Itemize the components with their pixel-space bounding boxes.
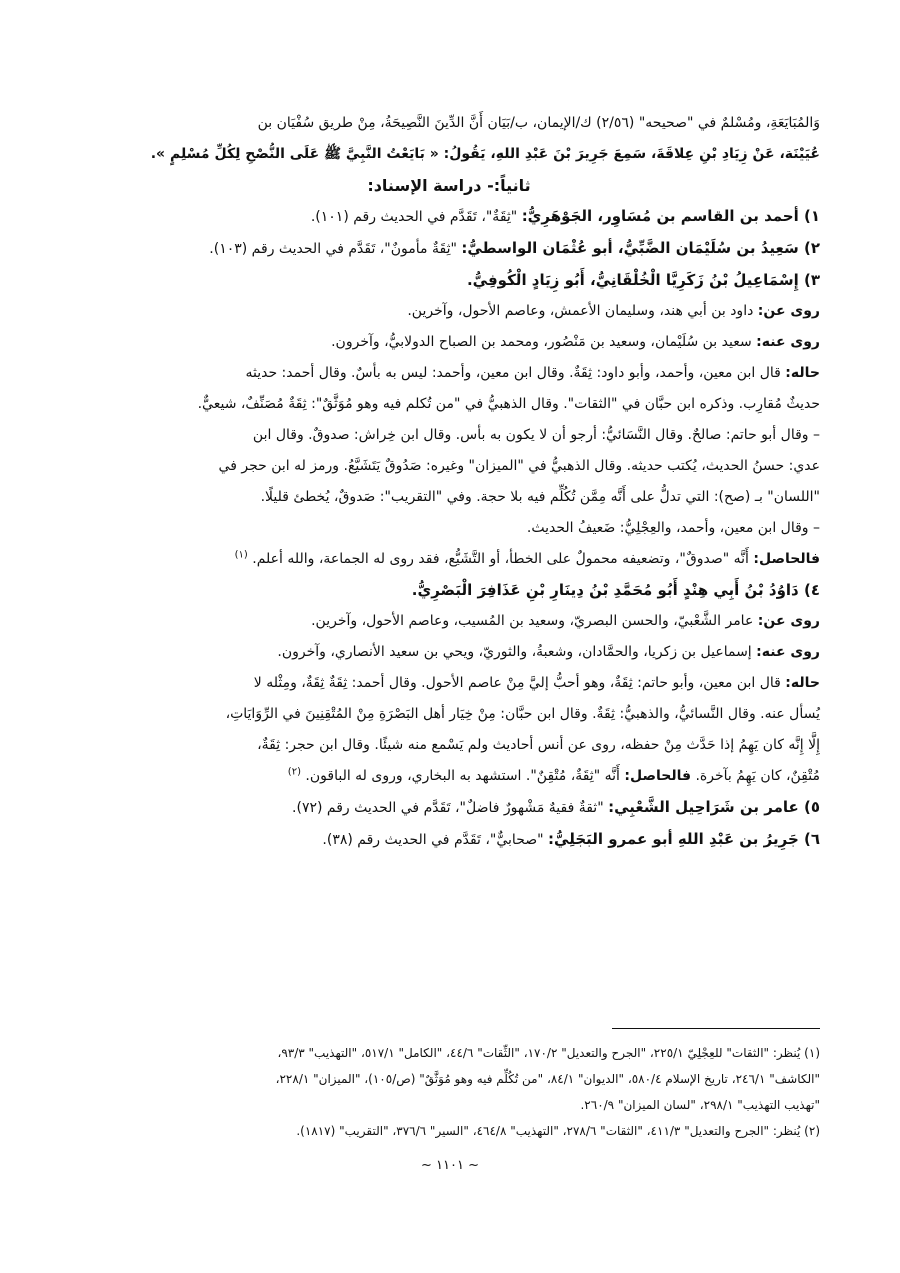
dawud-hal-4a: مُتْقِنٌ، كان يَهِمُ بآخرة. — [695, 768, 820, 784]
ismail-rawa-anhu — [78, 327, 820, 358]
dawud-hal-3: إِلَّا إِنَّه كان يَهِمُ إذا حَدَّث مِنْ حفظه، روى عن أنس أحاديث ولم يَسْمع منه شيئًا. وقال ابن حجر: ثِقَةٌ، — [257, 737, 820, 753]
dawud-rawa-anhu-text: إسماعيل بن زكريا، والحمَّادان، وشعبةُ، والثوريّ، ويحي بن سعيد الأنصاري، وآخرون. — [277, 644, 752, 660]
dawud-rawa-anhu — [78, 637, 820, 668]
footnote-1-line-1: (١) يُنظر: "الثقات" للعِجْلِيّ ٢٢٥/١، "الجرح والتعديل" ١٧٠/٢، "الثِّقات" ٤٤/٦، "الكامل" ٥١٧/١، "التهذيب" ٩٣/٣، — [277, 1046, 820, 1060]
dawud-rawa-an-text: عامر الشَّعْبيّ، والحسن البصريّ، وسعيد بن المُسيب، وعاصم الأحول، وآخرين. — [311, 613, 754, 629]
ismail-hal-1-text: قال ابن معين، وأحمد، وأبو داود: ثِقَةٌ. وقال ابن معين، وأحمد: ليس به بأسٌ. وقال أحمد: حديثه — [245, 365, 781, 381]
narrator-6-name: ٦) جَرِيرُ بن عَبْدِ اللهِ أبو عمرو البَجَلِيُّ: — [548, 830, 820, 848]
ismail-rawa-an — [78, 296, 820, 327]
narrator-1-name: ١) أحمد بن القاسم بن مُسَاوِر، الجَوْهَرِيُّ: — [521, 207, 820, 225]
ismail-hal-1 — [78, 358, 820, 389]
page-number: ~ ١١٠١ ~ — [421, 1158, 479, 1173]
label-hasil: فالحاصل: — [753, 551, 820, 567]
narrator-1-desc: "ثِقَةٌ"، تَقَدَّم في الحديث رقم (١٠١). — [310, 209, 518, 225]
label-haluhu-2: حاله: — [785, 675, 820, 691]
footnote-2: (٢) يُنظر: "الجرح والتعديل" ٤١١/٣، "الثقات" ٢٧٨/٦، "التهذيب" ٤٦٤/٨، "السير" ٣٧٦/٦، "التقريب" (١٨١٧). — [296, 1124, 820, 1138]
narrator-1 — [78, 201, 820, 233]
ismail-hal-2: حديثٌ مُقارِب. وذكره ابن حبَّان في "الثقات". وقال الذهبيُّ في "من تُكلم فيه وهو مُوَثَّقٌ": ثِقَةٌ مُصَنِّفٌ، شيعيٌّ. — [197, 396, 820, 412]
narrator-5-desc: "ثقةٌ فقيهٌ مَشْهورٌ فاضلٌ"، تَقَدَّم في الحديث رقم (٧٢). — [292, 800, 604, 816]
narrator-2-desc: "ثِقَةٌ مأمونٌ"، تَقَدَّم في الحديث رقم (١٠٣). — [209, 241, 457, 257]
main-text — [78, 108, 820, 856]
ismail-hasil-text: أَنَّه "صدوقٌ"، وتضعيفه محمولٌ على الخطأ، أو التَّشَيُّع، فقد روى له الجماعة، والله أعلم. — [252, 551, 749, 567]
label-haluhu: حاله: — [785, 365, 820, 381]
ismail-hal-6: – وقال ابن معين، وأحمد، والعِجْلِيُّ: ضَعيفُ الحديث. — [526, 520, 820, 536]
narrator-5 — [78, 792, 820, 824]
ismail-hasil — [78, 544, 820, 575]
footnotes — [78, 1040, 820, 1144]
narrator-4-name: ٤) دَاوُدُ بْنُ أَبِي هِنْدٍ أَبُو مُحَمَّدِ بْنُ دِينَارِ بْنِ عَذَافِرَ الْبَصْرِيُّ. — [411, 581, 820, 599]
narrator-6-desc: "صحابيٌّ"، تَقَدَّم في الحديث رقم (٣٨). — [322, 832, 544, 848]
ismail-rawa-anhu-text: سعيد بن سُلَيْمان، وسعيد بن مَنْصُور، ومحمد بن الصباح الدولابيُّ، وآخرون. — [331, 334, 752, 350]
label-rawa-anhu-2: روى عنه: — [756, 644, 820, 660]
label-rawa-anhu: روى عنه: — [756, 334, 820, 350]
footnote-ref-2[interactable]: (٢) — [287, 766, 301, 778]
dawud-rawa-an — [78, 606, 820, 637]
label-hasil-2: فالحاصل: — [624, 768, 691, 784]
dawud-hal-4 — [78, 761, 820, 792]
narrator-2-name: ٢) سَعِيدُ بن سُلَيْمَان الضَّبِّيُّ، أبو عُثْمَان الواسطيُّ: — [461, 239, 820, 257]
dawud-hal-4b: أَنَّه "ثِقَةٌ، مُتْقِنٌ". استشهد به البخاري، وروى له الباقون. — [305, 768, 620, 784]
narrator-3-name: ٣) إِسْمَاعِيلُ بْنُ زَكَرِيَّا الْخُلْقَانِيُّ، أَبُو زِيَادٍ الْكُوفِيُّ. — [466, 271, 820, 289]
footnote-1-line-2: "الكاشف" ٢٤٦/١، تاريخ الإسلام ٥٨٠/٤، "الديوان" ٨٤/١، "من تُكُلِّم فيه وهو مُوَثَّقٌ" (ص/١٠٥)، "الميزان" ٢٢٨/١، — [275, 1072, 820, 1086]
continuation-line-2: عُيَيْنَة، عَنْ زِيَادِ بْنِ عِلاقَةَ، سَمِعَ جَرِيرَ بْنَ عَبْدِ اللهِ، يَقُولُ: « بَايَعْتُ النَّبِيَّ ﷺ عَلَى النُّصْحِ لِكُلِّ مُسْلِمٍ ». — [150, 146, 820, 162]
footnote-1-line-3: "تهذيب التهذيب" ٢٩٨/١، "لسان الميزان" ٢٦٠/٩. — [580, 1098, 820, 1112]
dawud-hal-1 — [78, 668, 820, 699]
section-title: ثانياً:- دراسة الإسناد: — [367, 176, 531, 195]
ismail-hal-5: "اللسان" بـ (صح): التي تدلُّ على أَنَّه مِمَّن تُكُلِّم فيه بلا حجة. وفي "التقريب": صَدوقٌ، يُخطئ قليلًا. — [260, 489, 820, 505]
footnote-divider — [612, 1028, 820, 1029]
ismail-hal-3: – وقال أبو حاتم: صالحٌ. وقال النَّسَائيُّ: أرجو أن لا يكون به بأس. وقال ابن خِراش: صدوقٌ. وقال ابن — [252, 427, 820, 443]
dawud-hal-2: يُسأل عنه. وقال النَّسائيُّ، والذهبيُّ: ثِقَةٌ. وقال ابن حبَّان: مِنْ خِيَار أهل البَصْرَةِ مِنْ المُتْقِنِينَ في الرِّوَايَاتِ، — [225, 706, 820, 722]
dawud-hal-1-text: قال ابن معين، وأبو حاتم: ثِقَةٌ، وهو أحبُّ إليَّ مِنْ عاصم الأحول. وقال أحمد: ثِقَةٌ ثِقَةٌ، ومِثْله لا — [253, 675, 781, 691]
label-rawa-an: روى عن: — [757, 303, 820, 319]
narrator-5-name: ٥) عامر بن شَرَاحِيل الشَّعْبِي: — [608, 798, 820, 816]
ismail-rawa-an-text: داود بن أبي هند، وسليمان الأعمش، وعاصم الأحول، وآخرين. — [407, 303, 754, 319]
narrator-2 — [78, 233, 820, 265]
narrator-6 — [78, 824, 820, 856]
continuation-line-1: وَالمُبَايَعَةِ، ومُسْلمٌ في "صحيحه" (٢/٥٦) ك/الإيمان، ب/بَيَان أَنَّ الدِّينَ النَّصِيحَةُ، مِنْ طريق سُفْيَان بن — [257, 115, 820, 131]
ismail-hal-4: عدي: حسنُ الحديث، يُكتب حديثه. وقال الذهبيُّ في "الميزان" وغيره: صَدُوقٌ يَتَشَيَّعُ. ورمز له ابن حجر في — [218, 458, 820, 474]
footnote-ref-1[interactable]: (١) — [234, 549, 248, 561]
label-rawa-an-2: روى عن: — [757, 613, 820, 629]
